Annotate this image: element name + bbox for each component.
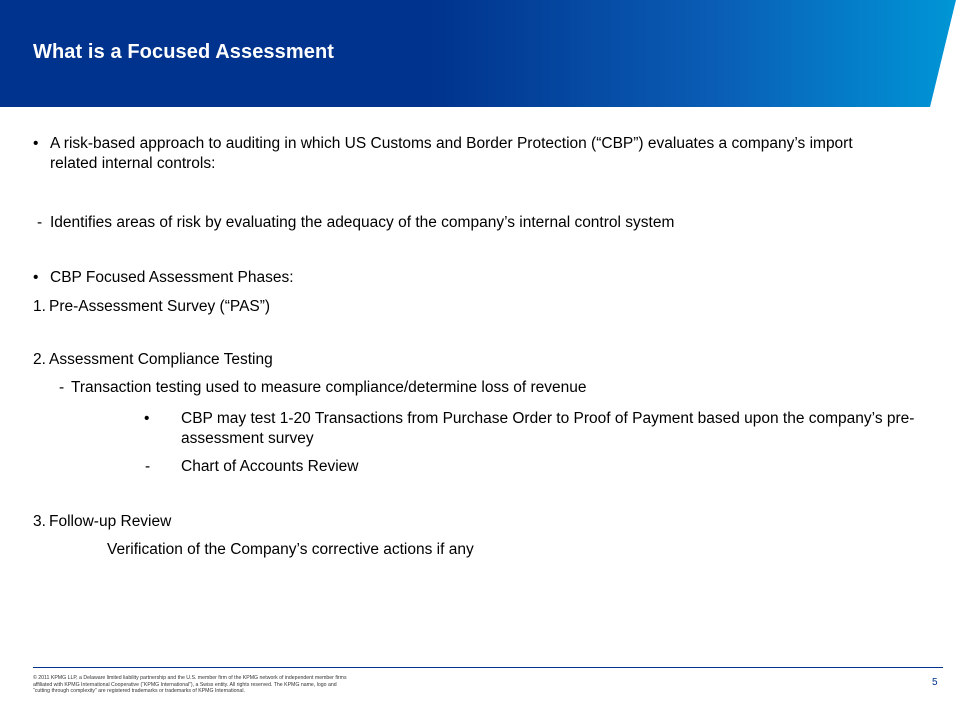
footer-divider: [33, 667, 943, 668]
phase-1-label: Pre-Assessment Survey (“PAS”): [49, 298, 271, 315]
phase-1-number: 1.: [33, 298, 46, 315]
phase-2-label: Assessment Compliance Testing: [49, 351, 273, 368]
phase-3-detail-text: Verification of the Company’s corrective actions if any: [107, 541, 474, 558]
page-title: What is a Focused Assessment: [33, 41, 335, 63]
dash-icon: -: [59, 379, 65, 396]
bullet-icon: •: [33, 269, 39, 286]
page-number: 5: [932, 677, 938, 688]
phase-2-number: 2.: [33, 351, 46, 368]
dash-icon: -: [145, 458, 151, 475]
intro-subpoint-text: Identifies areas of risk by evaluating the adequacy of the company’s internal control system: [50, 214, 675, 231]
footer-legal-text: © 2011 KPMG LLP, a Delaware limited liability partnership and the U.S. member firm of the KPMG network of independent member firms affiliated with KPMG International Cooperative (“KPMG International”), a Swiss entity. All rights reserved. The KPMG name, logo and “cutting through complexity” are registered trademarks or trademarks of KPMG International.: [33, 675, 347, 695]
phase-3-label: Follow-up Review: [49, 513, 172, 530]
phase-2-subpoint-text: Transaction testing used to measure compliance/determine loss of revenue: [71, 379, 587, 396]
phase-2-transactions-text: CBP may test 1-20 Transactions from Purchase Order to Proof of Payment based upon the company’s pre-assessment survey: [181, 410, 915, 447]
intro-bullet-text: A risk-based approach to auditing in which US Customs and Border Protection (“CBP”) evaluates a company’s import related internal controls:: [50, 135, 853, 172]
bullet-icon: •: [33, 135, 39, 152]
phases-heading-text: CBP Focused Assessment Phases:: [50, 269, 294, 286]
phase-3-number: 3.: [33, 513, 46, 530]
dash-icon: -: [37, 214, 43, 231]
bullet-icon: •: [144, 410, 150, 427]
phase-2-chart-of-accounts-text: Chart of Accounts Review: [181, 458, 359, 475]
